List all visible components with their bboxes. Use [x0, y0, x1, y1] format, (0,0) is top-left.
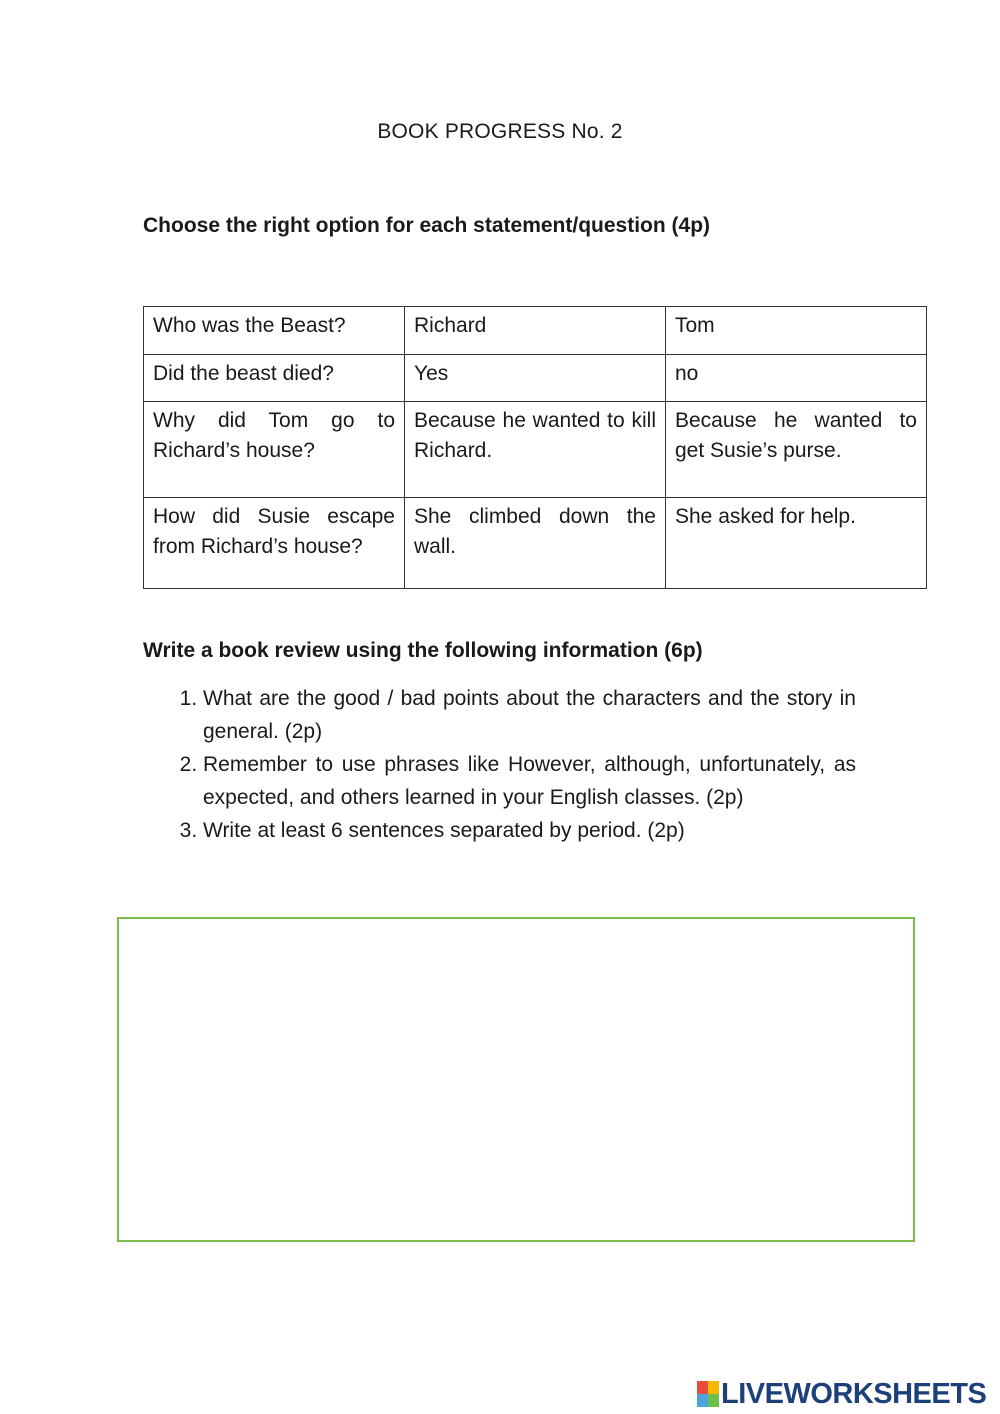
table-row: [144, 498, 927, 589]
options-table: [143, 306, 927, 589]
review-textarea[interactable]: [119, 919, 913, 1240]
list-item: 2. Remember to use phrases like However, although, unfortunately, as expected, and others learned in your English classes. (2p): [203, 748, 856, 814]
logo-square-yellow: [708, 1381, 719, 1394]
section-heading-review: Write a book review using the following information (6p): [143, 639, 703, 662]
option-b-cell[interactable]: Because he wanted to get Susie’s purse.: [666, 402, 927, 498]
question-cell: Did the beast died?: [144, 355, 405, 402]
list-item: 3. Write at least 6 sentences separated by period. (2p): [203, 814, 856, 847]
table-row: [144, 402, 927, 498]
instruction-list: [143, 682, 856, 847]
logo-square-red: [697, 1381, 708, 1394]
question-cell: Who was the Beast?: [144, 307, 405, 355]
page-title: BOOK PROGRESS No. 2: [377, 120, 623, 143]
liveworksheets-logo-icon: [697, 1381, 719, 1407]
logo-square-green: [708, 1394, 719, 1407]
review-answer-box: [117, 917, 915, 1242]
table-row: [144, 355, 927, 402]
list-item: 1. What are the good / bad points about the characters and the story in general. (2p): [203, 682, 856, 748]
option-a-cell[interactable]: Because he wanted to kill Richard.: [405, 402, 666, 498]
question-cell: Why did Tom go to Richard’s house?: [144, 402, 405, 498]
option-a-cell[interactable]: Yes: [405, 355, 666, 402]
option-b-cell[interactable]: She asked for help.: [666, 498, 927, 589]
section-heading-choose: Choose the right option for each statement/question (4p): [143, 214, 711, 237]
option-b-cell[interactable]: no: [666, 355, 927, 402]
question-cell: How did Susie escape from Richard’s house?: [144, 498, 405, 589]
logo-square-blue: [697, 1394, 708, 1407]
liveworksheets-logo: [697, 1374, 986, 1414]
option-a-cell[interactable]: She climbed down the wall.: [405, 498, 666, 589]
table-row: [144, 307, 927, 355]
logo-text: LIVEWORKSHEETS: [721, 1377, 987, 1410]
option-a-cell[interactable]: Richard: [405, 307, 666, 355]
option-b-cell[interactable]: Tom: [666, 307, 927, 355]
